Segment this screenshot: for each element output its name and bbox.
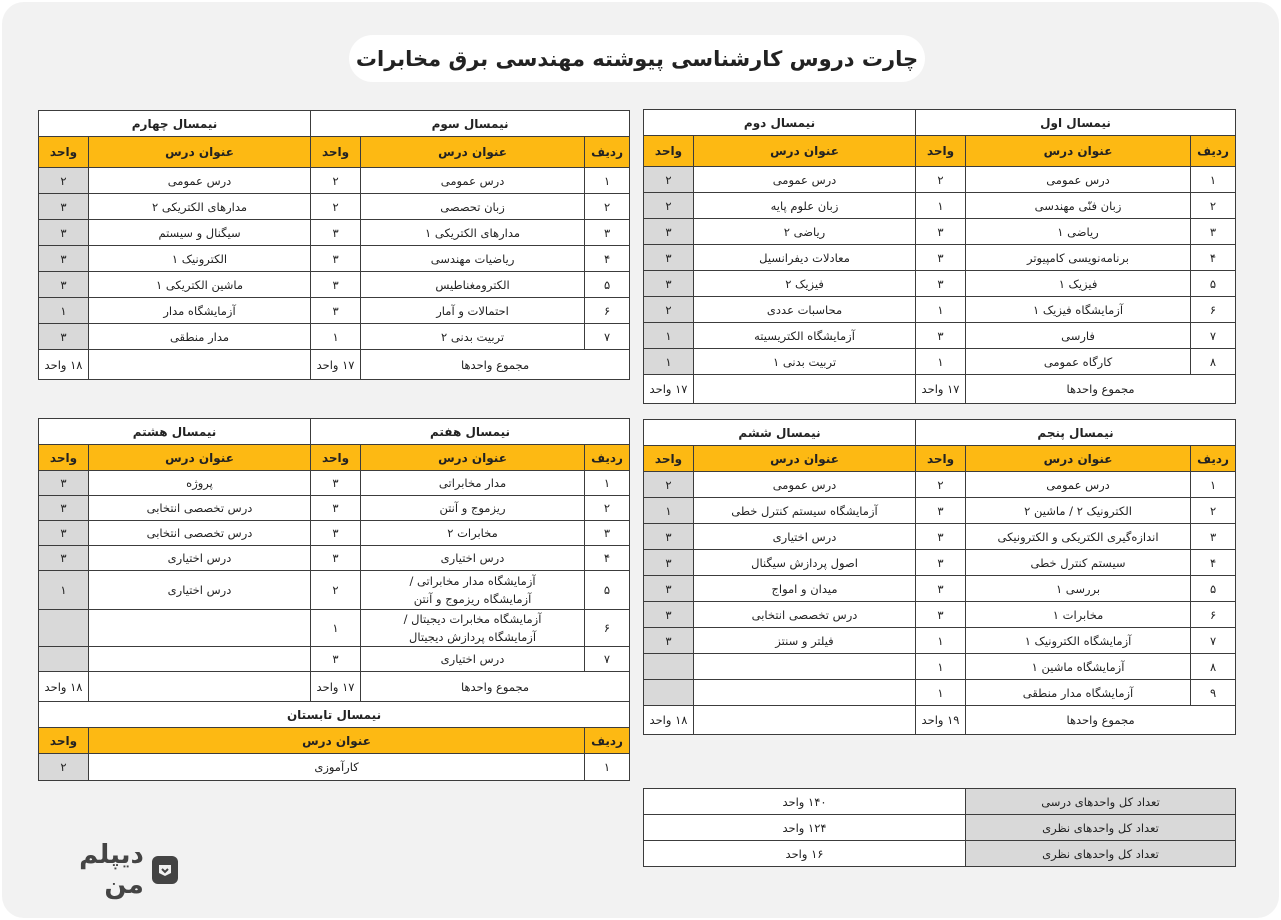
course-title: بررسی ۱: [966, 576, 1191, 602]
page-title: چارت دروس کارشناسی پیوشته مهندسی برق مخابرات: [349, 35, 925, 82]
course-title: درس عمومی: [361, 168, 585, 194]
unit-cell: ۳: [311, 647, 361, 672]
course-title: زبان تحصصی: [361, 194, 585, 220]
unit-cell: ۳: [39, 324, 89, 350]
header-row: ردیف: [585, 137, 630, 168]
summary-value: ۱۶ واحد: [644, 841, 966, 867]
table-row: [644, 271, 1236, 297]
semester-title: نیمسال دوم: [644, 110, 916, 136]
unit-cell: ۳: [39, 521, 89, 546]
unit-cell: ۳: [916, 219, 966, 245]
header-course: عنوان درس: [966, 136, 1191, 167]
summary-table: [643, 788, 1236, 867]
row-number: ۳: [1191, 524, 1236, 550]
header-unit: واحد: [916, 136, 966, 167]
course-title: زبان علوم پایه: [694, 193, 916, 219]
empty-cell: [89, 350, 311, 380]
header-unit: واحد: [39, 728, 89, 754]
course-title: درس عمومی: [89, 168, 311, 194]
header-row: ردیف: [1191, 446, 1236, 472]
course-title: فیزیک ۲: [694, 271, 916, 297]
unit-cell: ۳: [644, 271, 694, 297]
summary-value: ۱۴۰ واحد: [644, 789, 966, 815]
course-title: درس تخصصی انتخابی: [89, 521, 311, 546]
course-title: درس تخصصی انتخابی: [89, 496, 311, 521]
semester-title: نیمسال چهارم: [39, 111, 311, 137]
sum-value: ۱۷ واحد: [311, 672, 361, 702]
course-title: درس اختیاری: [89, 546, 311, 571]
row-number: ۷: [1191, 323, 1236, 349]
unit-cell: ۱: [916, 654, 966, 680]
sum-value: ۱۷ واحد: [311, 350, 361, 380]
table-row: [39, 521, 630, 546]
course-title: تربیت بدنی ۱: [694, 349, 916, 375]
table-row: [644, 550, 1236, 576]
semester-title: نیمسال سوم: [311, 111, 630, 137]
unit-cell: ۱: [39, 571, 89, 610]
table-row: [644, 498, 1236, 524]
row-number: ۱: [585, 754, 630, 781]
summary-row: [644, 841, 1236, 867]
unit-cell: ۲: [644, 193, 694, 219]
semester-title: نیمسال اول: [916, 110, 1236, 136]
empty-cell: [644, 654, 694, 680]
row-number: ۵: [585, 571, 630, 610]
unit-cell: ۳: [311, 298, 361, 324]
summary-label: تعداد کل واحدهای درسی: [966, 789, 1236, 815]
course-title: الکترومغناطیس: [361, 272, 585, 298]
row-number: ۳: [585, 220, 630, 246]
unit-cell: ۲: [311, 571, 361, 610]
sum-label: مجموع واحدها: [361, 672, 630, 702]
course-title: مدارهای الکتریکی ۱: [361, 220, 585, 246]
course-title: مدار مخابراتی: [361, 471, 585, 496]
summary-value: ۱۲۴ واحد: [644, 815, 966, 841]
header-course: عنوان درس: [694, 446, 916, 472]
table-row: [39, 324, 630, 350]
row-number: ۲: [585, 194, 630, 220]
row-number: ۳: [1191, 219, 1236, 245]
header-course: عنوان درس: [361, 445, 585, 471]
unit-cell: ۳: [644, 219, 694, 245]
header-course: عنوان درس: [361, 137, 585, 168]
row-number: ۷: [1191, 628, 1236, 654]
unit-cell: ۳: [916, 576, 966, 602]
empty-cell: [39, 647, 89, 672]
course-title: ریاضیات مهندسی: [361, 246, 585, 272]
sum-value: ۱۸ واحد: [39, 672, 89, 702]
unit-cell: ۱: [916, 349, 966, 375]
row-number: ۸: [1191, 654, 1236, 680]
table-row: [644, 297, 1236, 323]
course-title: [361, 571, 585, 610]
table-row: [644, 323, 1236, 349]
row-number: ۲: [1191, 498, 1236, 524]
unit-cell: ۲: [39, 168, 89, 194]
table-row: [644, 524, 1236, 550]
table-row: [39, 220, 630, 246]
site-logo: [38, 840, 178, 900]
sum-label: مجموع واحدها: [966, 706, 1236, 735]
table-row: [644, 654, 1236, 680]
header-unit: واحد: [644, 136, 694, 167]
course-title: کارگاه عمومی: [966, 349, 1191, 375]
row-number: ۵: [1191, 576, 1236, 602]
row-number: ۲: [585, 496, 630, 521]
unit-cell: ۳: [916, 602, 966, 628]
row-number: ۵: [1191, 271, 1236, 297]
course-title: درس عمومی: [966, 472, 1191, 498]
table-row: [39, 496, 630, 521]
unit-cell: ۳: [39, 220, 89, 246]
course-title: پروژه: [89, 471, 311, 496]
table-row: [644, 602, 1236, 628]
row-number: ۱: [1191, 167, 1236, 193]
row-number: ۶: [585, 610, 630, 647]
header-course: عنوان درس: [966, 446, 1191, 472]
table-row: [39, 168, 630, 194]
course-title: درس عمومی: [694, 167, 916, 193]
table-row: [644, 219, 1236, 245]
course-title: برنامه‌نویسی کامپیوتر: [966, 245, 1191, 271]
course-title: آزمایشگاه مدار منطقی: [966, 680, 1191, 706]
course-title-line: آزمایشگاه پردازش دیجیتال: [408, 630, 537, 644]
unit-cell: ۳: [311, 496, 361, 521]
header-unit: واحد: [311, 445, 361, 471]
course-title-line: آزمایشگاه ریزموج و آنتن: [413, 592, 532, 606]
course-title: مدارهای الکتریکی ۲: [89, 194, 311, 220]
row-number: ۵: [585, 272, 630, 298]
semester-1-2-table: [643, 109, 1236, 404]
sum-value: ۱۸ واحد: [39, 350, 89, 380]
unit-cell: ۳: [644, 628, 694, 654]
empty-cell: [89, 672, 311, 702]
semester-3-4-table: [38, 110, 630, 380]
unit-cell: ۲: [311, 168, 361, 194]
unit-cell: ۳: [916, 271, 966, 297]
unit-cell: ۲: [311, 194, 361, 220]
empty-cell: [694, 654, 916, 680]
course-title: مدار منطقی: [89, 324, 311, 350]
course-title: فارسی: [966, 323, 1191, 349]
course-title: درس عمومی: [966, 167, 1191, 193]
header-row: ردیف: [1191, 136, 1236, 167]
course-title: آزمایشگاه الکترونیک ۱: [966, 628, 1191, 654]
unit-cell: ۳: [916, 524, 966, 550]
header-course: عنوان درس: [89, 445, 311, 471]
semester-title: نیمسال هشتم: [39, 419, 311, 445]
semester-7-8-table: [38, 418, 630, 781]
header-course: عنوان درس: [89, 728, 585, 754]
course-title: درس اختیاری: [694, 524, 916, 550]
course-title: درس اختیاری: [89, 571, 311, 610]
row-number: ۹: [1191, 680, 1236, 706]
unit-cell: ۳: [311, 546, 361, 571]
unit-cell: ۳: [916, 323, 966, 349]
sum-value: ۱۹ واحد: [916, 706, 966, 735]
chart-page: [2, 2, 1279, 918]
course-title: کارآموزی: [89, 754, 585, 781]
header-course: عنوان درس: [694, 136, 916, 167]
course-title: آزمایشگاه فیزیک ۱: [966, 297, 1191, 323]
course-title: آزمایشگاه سیستم کنترل خطی: [694, 498, 916, 524]
sum-label: مجموع واحدها: [361, 350, 630, 380]
empty-cell: [644, 680, 694, 706]
empty-cell: [694, 375, 916, 404]
course-title: فیزیک ۱: [966, 271, 1191, 297]
course-title: معادلات دیفرانسیل: [694, 245, 916, 271]
unit-cell: ۳: [39, 272, 89, 298]
row-number: ۴: [1191, 550, 1236, 576]
sum-value: ۱۸ واحد: [644, 706, 694, 735]
unit-cell: ۳: [644, 576, 694, 602]
course-title: میدان و امواج: [694, 576, 916, 602]
header-unit: واحد: [311, 137, 361, 168]
row-number: ۱: [585, 168, 630, 194]
header-row: ردیف: [585, 445, 630, 471]
course-title: الکترونیک ۲ / ماشین ۲: [966, 498, 1191, 524]
course-title: سیگنال و سیستم: [89, 220, 311, 246]
course-title: درس عمومی: [694, 472, 916, 498]
summary-row: [644, 815, 1236, 841]
course-title: فیلتر و سنتز: [694, 628, 916, 654]
unit-cell: ۱: [916, 628, 966, 654]
row-number: ۶: [585, 298, 630, 324]
unit-cell: ۳: [916, 245, 966, 271]
header-unit: واحد: [916, 446, 966, 472]
row-number: ۱: [585, 471, 630, 496]
sum-value: ۱۷ واحد: [644, 375, 694, 404]
unit-cell: ۱: [644, 498, 694, 524]
unit-cell: ۳: [39, 471, 89, 496]
table-row: [39, 546, 630, 571]
course-title: مخابرات ۱: [966, 602, 1191, 628]
unit-cell: ۳: [311, 521, 361, 546]
table-row: [644, 472, 1236, 498]
unit-cell: ۱: [311, 610, 361, 647]
course-title: آزمایشگاه ماشین ۱: [966, 654, 1191, 680]
course-title: مخابرات ۲: [361, 521, 585, 546]
diploman-logo-icon: [152, 856, 178, 884]
table-row: [644, 245, 1236, 271]
header-unit: واحد: [39, 137, 89, 168]
unit-cell: ۳: [311, 471, 361, 496]
table-row: [39, 246, 630, 272]
empty-cell: [89, 610, 311, 647]
course-title: درس اختیاری: [361, 647, 585, 672]
row-number: ۲: [1191, 193, 1236, 219]
empty-cell: [694, 706, 916, 735]
unit-cell: ۱: [644, 323, 694, 349]
summary-label: تعداد کل واحدهای نظری: [966, 841, 1236, 867]
course-title: ریزموج و آنتن: [361, 496, 585, 521]
row-number: ۴: [585, 546, 630, 571]
unit-cell: ۳: [644, 550, 694, 576]
course-title: ریاضی ۲: [694, 219, 916, 245]
course-title: ریاضی ۱: [966, 219, 1191, 245]
unit-cell: ۲: [916, 167, 966, 193]
table-row: [39, 471, 630, 496]
course-title: ماشین الکتریکی ۱: [89, 272, 311, 298]
sum-label: مجموع واحدها: [966, 375, 1236, 404]
table-row: [644, 193, 1236, 219]
unit-cell: ۳: [39, 246, 89, 272]
table-row: [644, 576, 1236, 602]
course-title: تربیت بدنی ۲: [361, 324, 585, 350]
unit-cell: ۱: [916, 193, 966, 219]
table-row: [644, 167, 1236, 193]
header-course: عنوان درس: [89, 137, 311, 168]
unit-cell: ۱: [39, 298, 89, 324]
unit-cell: ۳: [644, 602, 694, 628]
course-title: اصول پردازش سیگنال: [694, 550, 916, 576]
header-unit: واحد: [39, 445, 89, 471]
summary-label: تعداد کل واحدهای نظری: [966, 815, 1236, 841]
row-number: ۶: [1191, 602, 1236, 628]
row-number: ۴: [1191, 245, 1236, 271]
unit-cell: ۳: [311, 246, 361, 272]
unit-cell: ۳: [311, 220, 361, 246]
semester-title: نیمسال ششم: [644, 420, 916, 446]
unit-cell: ۳: [311, 272, 361, 298]
row-number: ۸: [1191, 349, 1236, 375]
empty-cell: [694, 680, 916, 706]
course-title: زبان فنّی مهندسی: [966, 193, 1191, 219]
table-row: [644, 628, 1236, 654]
course-title: سیستم کنترل خطی: [966, 550, 1191, 576]
sum-value: ۱۷ واحد: [916, 375, 966, 404]
unit-cell: ۲: [644, 167, 694, 193]
unit-cell: ۳: [39, 496, 89, 521]
unit-cell: ۲: [916, 472, 966, 498]
table-row: [39, 298, 630, 324]
semester-title: نیمسال هفتم: [311, 419, 630, 445]
course-title: احتمالات و آمار: [361, 298, 585, 324]
course-title: آزمایشگاه مدار: [89, 298, 311, 324]
unit-cell: ۳: [916, 550, 966, 576]
unit-cell: ۳: [39, 194, 89, 220]
unit-cell: ۲: [644, 297, 694, 323]
course-title: درس تخصصی انتخابی: [694, 602, 916, 628]
unit-cell: ۳: [644, 245, 694, 271]
table-row: [39, 272, 630, 298]
table-row: [644, 680, 1236, 706]
unit-cell: ۱: [916, 680, 966, 706]
table-row: [644, 349, 1236, 375]
course-title: [361, 610, 585, 647]
course-title-line: آزمایشگاه مخابرات دیجیتال /: [403, 612, 542, 626]
summary-row: [644, 789, 1236, 815]
unit-cell: ۲: [39, 754, 89, 781]
row-number: ۴: [585, 246, 630, 272]
unit-cell: ۳: [916, 498, 966, 524]
unit-cell: ۱: [311, 324, 361, 350]
header-row: ردیف: [585, 728, 630, 754]
row-number: ۶: [1191, 297, 1236, 323]
semester-5-6-table: [643, 419, 1236, 735]
semester-title: نیمسال پنجم: [916, 420, 1236, 446]
header-unit: واحد: [644, 446, 694, 472]
course-title: درس اختیاری: [361, 546, 585, 571]
course-title: الکترونیک ۱: [89, 246, 311, 272]
logo-text: دیپلم من: [79, 840, 144, 900]
row-number: ۱: [1191, 472, 1236, 498]
unit-cell: ۱: [916, 297, 966, 323]
course-title-line: آزمایشگاه مدار مخابراتی /: [409, 574, 536, 588]
table-row: [39, 194, 630, 220]
row-number: ۳: [585, 521, 630, 546]
unit-cell: ۳: [39, 546, 89, 571]
course-title: اندازه‌گیری الکتریکی و الکترونیکی: [966, 524, 1191, 550]
course-title: محاسبات عددی: [694, 297, 916, 323]
empty-cell: [39, 610, 89, 647]
unit-cell: ۳: [644, 524, 694, 550]
empty-cell: [89, 647, 311, 672]
row-number: ۷: [585, 324, 630, 350]
unit-cell: ۲: [644, 472, 694, 498]
row-number: ۷: [585, 647, 630, 672]
unit-cell: ۱: [644, 349, 694, 375]
course-title: آزمایشگاه الکتریسیته: [694, 323, 916, 349]
semester-title: نیمسال تابستان: [39, 702, 630, 728]
